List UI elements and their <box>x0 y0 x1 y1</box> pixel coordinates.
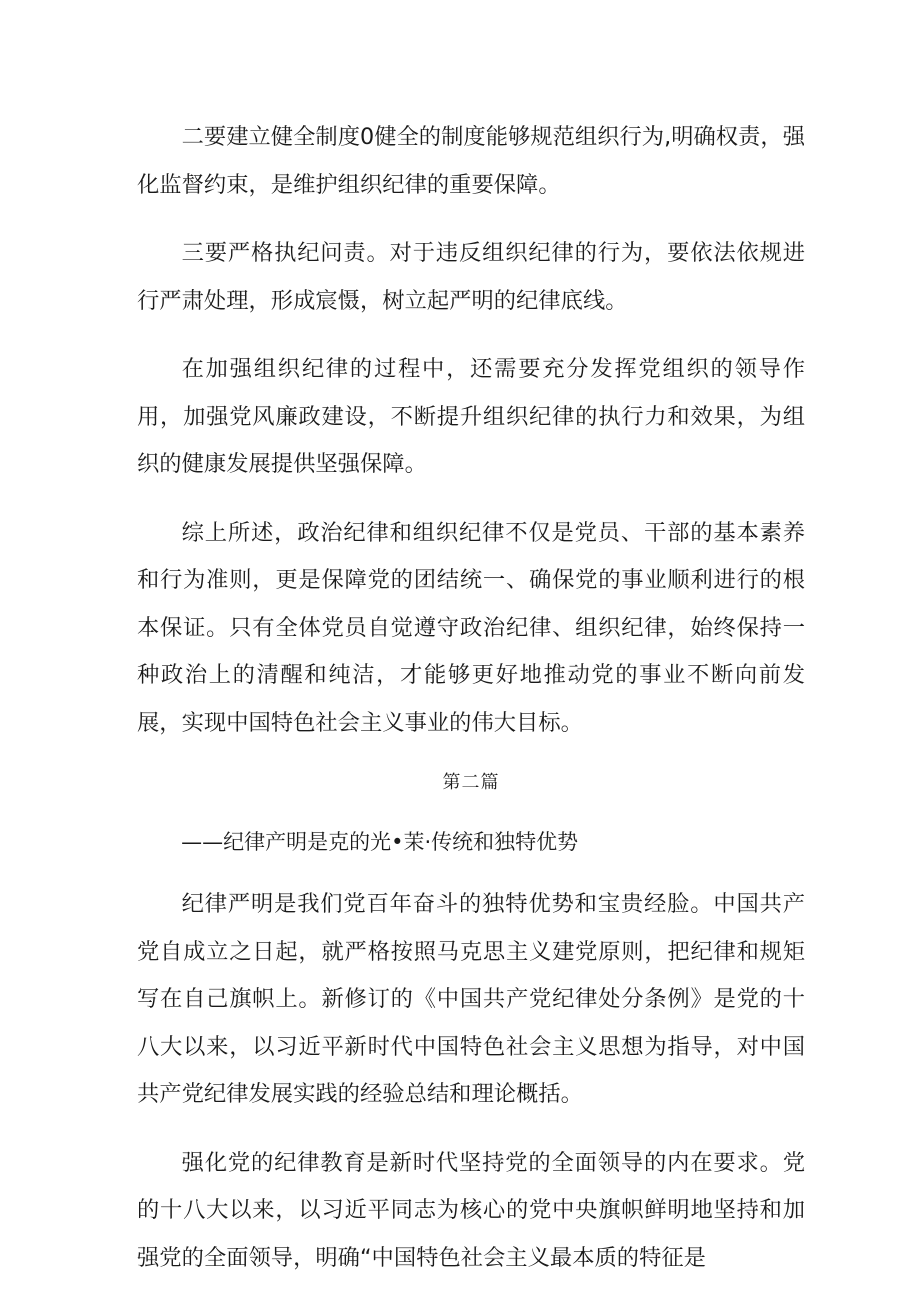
section-subtitle: ——纪律产明是克的光•茉·传统和独特优势 <box>181 830 579 854</box>
document-body <box>137 114 805 1303</box>
paragraph-discipline-education: 强化党的纪律教育是新时代坚持党的全面领导的内在要求。党的十八大以来，以习近平同志为核心的党中央旗帜鲜明地坚持和加强党的全面领导，明确“中国特色社会主义最本质的特征是 <box>137 1149 805 1271</box>
paragraph-accountability: 三要严格执纪问责。对于违反组织纪律的行为，要依法依规进行严肃处理，形成宸慑，树立起严明的纪律底线。 <box>137 240 805 314</box>
paragraph-leadership: 在加强组织纪律的过程中，还需要充分发挥党组织的领导作用，加强党风廉政建设，不断提升组织纪律的执行力和效果，为组织的健康发展提供坚强保障。 <box>137 356 805 477</box>
paragraph-institution: 二要建立健全制度0健全的制度能够规范组织行为,明确权责，强化监督约束，是维护组织纪律的重要保障。 <box>137 124 805 198</box>
section-heading: 第二篇 <box>442 772 500 793</box>
paragraph-discipline-tradition: 纪律严明是我们党百年奋斗的独特优势和宝贵经脸。中国共产党自成立之日起，就严格按照马克思主义建党原则，把纪律和规矩写在自己旗帜上。新修订的《中国共产党纪律处分条例》是党的十八大以来，以习近平新时代中国特色社会主义思想为指导，对中国共产党纪律发展实践的经验总结和理论概括。 <box>137 891 805 1107</box>
paragraph-summary: 综上所述，政治纪律和组织纪律不仅是党员、干部的基本素养和行为准则，更是保障党的团结统一、确保党的事业顺利进行的根本保证。只有全体党员自觉遵守政治纪律、组织纪律，始终保持一种政治上的清醒和纯洁，才能够更好地推动党的事业不断向前发展，实现中国特色社会主义事业的伟大目标。 <box>137 519 805 736</box>
